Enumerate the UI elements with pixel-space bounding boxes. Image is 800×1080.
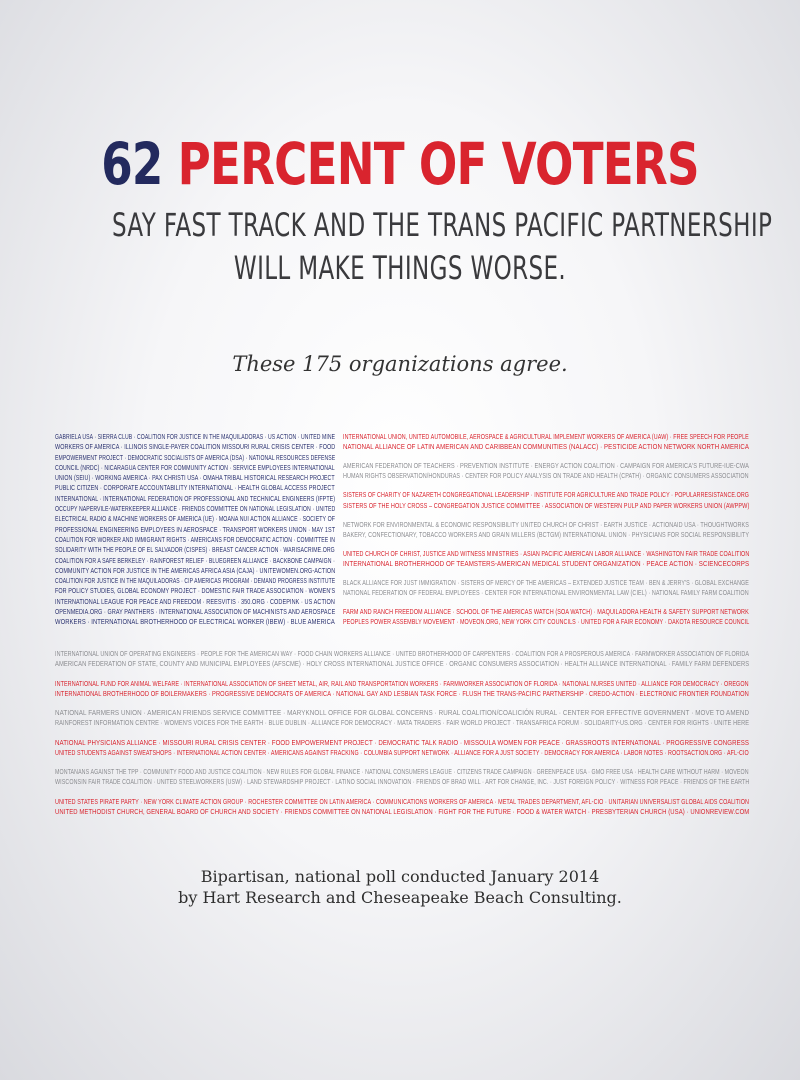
subhead-line-2: WILL MAKE THINGS WORSE.: [233, 249, 567, 287]
organization-line: OCCUPY NAPERVILE-WATERKEEPER ALLIANCE · FRIENDS COMMITTEE ON NATIONAL LEGISLATION · UNITED: [55, 504, 336, 514]
organization-line: SISTERS OF CHARITY OF NAZARETH CONGREGATIONAL LEADERSHIP · INSTITUTE FOR AGRICULTURE AND TRADE POLICY · POPULARRESISTANCE.ORG: [343, 490, 749, 500]
organization-line: BAKERY, CONFECTIONARY, TOBACCO WORKERS AND GRAIN MILLERS (BCTGM) INTERNATIONAL UNION · PHYSICIANS FOR SOCIAL RESPONSIBILITY: [343, 529, 750, 539]
organization-group: [343, 549, 749, 570]
organization-group: [55, 738, 749, 759]
organization-group: [55, 708, 749, 729]
organization-line: COMMUNITY ACTION FOR JUSTICE IN THE AMERICAS AFRICA ASIA (CAJA) · UNITEWOMEN.ORG-ACTION: [55, 565, 336, 575]
organization-line: PUBLIC CITIZEN · CORPORATE ACCOUNTABILITY INTERNATIONAL · HEALTH GLOBAL ACCESS PROJECT: [55, 483, 335, 493]
headline: [88, 128, 712, 200]
organization-line: NATIONAL FARMERS UNION · AMERICAN FRIENDS SERVICE COMMITTEE · MARYKNOLL OFFICE FOR GLOBAL CONCERNS · RURAL COALITION/COALICIÓN RURAL · CENTER FOR EFFECTIVE GOVERNMENT · MOVE TO AMEND: [55, 708, 750, 717]
organization-line: FOR POLICY STUDIES, GLOBAL ECONOMY PROJECT · DOMESTIC FAIR TRADE ASSOCIATION · WOMEN'S: [55, 586, 336, 596]
organization-line: INTERNATIONAL LEAGUE FOR PEACE AND FREEDOM · REESVITIS · 350.ORG · CODEPINK · US ACTION: [55, 596, 335, 606]
organization-line: COALITION FOR WORKER AND IMMIGRANT RIGHTS · AMERICANS FOR DEMOCRATIC ACTION · COMMITTEE IN: [55, 534, 336, 544]
organization-line: INTERNATIONAL BROTHERHOOD OF TEAMSTERS-AMERICAN MEDICAL STUDENT ORGANIZATION · PEACE ACTION · SCIENCECORPS: [343, 559, 750, 569]
organization-line: MONTANANS AGAINST THE TPP · COMMUNITY FOOD AND JUSTICE COALITION · NEW RULES FOR GLOBAL FINANCE · NATIONAL CONSUMERS LEAGUE · CITIZENS TRADE CAMPAIGN · GREENPEACE USA · GMO FREE USA · HEALTH CARE WITHOUT HARM · MOVEON: [55, 767, 749, 776]
organization-group: [55, 649, 749, 670]
organization-group: [343, 461, 749, 482]
organization-line: INTERNATIONAL UNION OF OPERATING ENGINEERS · PEOPLE FOR THE AMERICAN WAY · FOOD CHAIN WORKERS ALLIANCE · UNITED BROTHERHOOD OF CARPENTERS · COALITION FOR A PROSPEROUS AMERICA · FARMWORKER ASSOCIATION OF FLORIDA: [55, 649, 750, 658]
organization-line: NATIONAL PHYSICIANS ALLIANCE · MISSOURI RURAL CRISIS CENTER · FOOD EMPOWERMENT PROJECT · DEMOCRATIC TALK RADIO · MISSOULA WOMEN FOR PEACE · GRASSROOTS INTERNATIONAL · PROGRESSIVE CONGRESS: [55, 737, 750, 747]
organization-line: HUMAN RIGHTS OBSERVATION/HONDURAS · CENTER FOR POLICY ANALYSIS ON TRADE AND HEALTH (CPATH) · ORGANIC CONSUMERS ASSOCIATION: [343, 471, 749, 481]
organization-line: COALITION FOR A SAFE BERKELEY · RAINFOREST RELIEF · BLUEGREEN ALLIANCE · BACKBONE CAMPAIGN ·: [55, 555, 335, 565]
organization-group: [343, 520, 749, 541]
organization-line: EMPOWERMENT PROJECT · DEMOCRATIC SOCIALISTS OF AMERICA (DSA) · NATIONAL RESOURCES DEFENSE: [55, 452, 336, 462]
organization-line: PROFESSIONAL ENGINEERING EMPLOYEES IN AEROSPACE · TRANSPORT WORKERS UNION · MAY 1ST: [55, 524, 336, 534]
organization-group: [343, 432, 749, 453]
organization-line: INTERNATIONAL BROTHERHOOD OF BOILERMAKERS · PROGRESSIVE DEMOCRATS OF AMERICA · NATIONAL GAY AND LESBIAN TASK FORCE · FLUSH THE TRANS-PACIFIC PARTNERSHIP · CREDO-ACTION · ELECTRONIC FRONTIER FOUNDATION: [55, 688, 749, 698]
organization-line: NATIONAL ALLIANCE OF LATIN AMERICAN AND CARIBBEAN COMMUNITIES (NALACC) · PESTICIDE ACTION NETWORK NORTH AMERICA: [343, 442, 750, 452]
organization-line: UNITED STATES PIRATE PARTY · NEW YORK CLIMATE ACTION GROUP · ROCHESTER COMMITTEE ON LATIN AMERICA · COMMUNICATIONS WORKERS OF AMERICA · METAL TRADES DEPARTMENT, AFL-CIO · UNITARIAN UNIVERSALIST GLOBAL AIDS COALITION: [55, 796, 750, 806]
organization-line: COUNCIL (NRDC) · NICARAGUA CENTER FOR COMMUNITY ACTION · SERVICE EMPLOYEES INTERNATIONAL: [55, 462, 335, 472]
organization-line: INTERNATIONAL UNION, UNITED AUTOMOBILE, AEROSPACE & AGRICULTURAL IMPLEMENT WORKERS OF AMERICA (UAW) · FREE SPEECH FOR PEOPLE: [343, 432, 749, 441]
organization-group: [343, 607, 749, 628]
organization-group: [343, 578, 749, 599]
organization-line: FARM AND RANCH FREEDOM ALLIANCE · SCHOOL OF THE AMERICAS WATCH (SOA WATCH) · MAQUILADORA HEALTH & SAFETY SUPPORT NETWORK: [343, 607, 749, 617]
organization-line: WORKERS OF AMERICA · ILLINOIS SINGLE-PAYER COALITION MISSOURI RURAL CRISIS CENTER · FOOD: [55, 442, 336, 452]
headline-number: 62: [101, 130, 163, 198]
organization-line: WORKERS · INTERNATIONAL BROTHERHOOD OF ELECTRICAL WORKER (IBEW) · BLUE AMERICA: [55, 617, 335, 627]
headline-text: PERCENT OF VOTERS: [162, 130, 699, 198]
organization-line: RAINFOREST INFORMATION CENTRE · WOMEN'S VOICES FOR THE EARTH · BLUE DUBLIN · ALLIANCE FOR DEMOCRACY · MATA TRADERS · FAIR WORLD PROJECT · TRANSAFRICA FORUM · SOLIDARITY-US.ORG · CENTER FOR RIGHTS · UNITE HERE: [55, 718, 750, 728]
organization-line: BLACK ALLIANCE FOR JUST IMMIGRATION · SISTERS OF MERCY OF THE AMERICAS – EXTENDED JUSTICE TEAM · BEN & JERRY'S · GLOBAL EXCHANGE: [343, 578, 749, 587]
organization-group: [343, 490, 749, 511]
organization-line: COALITION FOR JUSTICE IN THE MAQUILADORAS · CIP AMERICAS PROGRAM · DEMAND PROGRESS INSTITUTE: [55, 576, 336, 586]
poll-source-note: [0, 866, 800, 908]
tagline: These 175 organizations agree.: [232, 352, 568, 376]
organization-line: UNION (SEIU) · WORKING AMERICA · PAX CHRISTI USA · OMAHA TRIBAL HISTORICAL RESEARCH PROJECT: [55, 473, 335, 483]
organization-line: UNITED METHODIST CHURCH, GENERAL BOARD OF CHURCH AND SOCIETY · FRIENDS COMMITTEE ON NATIONAL LEGISLATION · FIGHT FOR THE FUTURE · FOOD & WATER WATCH · PRESBYTERIAN CHURCH (USA) · UNIONREVIEW.COM: [55, 806, 750, 816]
organization-group: [55, 797, 749, 818]
organization-list-left: [55, 432, 335, 628]
organization-line: SISTERS OF THE HOLY CROSS – CONGREGATION JUSTICE COMMITTEE · ASSOCIATION OF WESTERN PULP AND PAPER WORKERS UNION (AWPPW): [343, 500, 750, 510]
organization-line: OPENMEDIA.ORG · GRAY PANTHERS · INTERNATIONAL ASSOCIATION OF MACHINISTS AND AEROSPACE: [55, 607, 336, 617]
organization-line: NETWORK FOR ENVIRONMENTAL & ECONOMIC RESPONSIBILITY UNITED CHURCH OF CHRIST · EARTH JUSTICE · ACTIONAID USA · THOUGHTWORKS: [343, 519, 749, 529]
organization-line: UNITED STUDENTS AGAINST SWEATSHOPS · INTERNATIONAL ACTION CENTER · AMERICANS AGAINST FRACKING · COLUMBIA SUPPORT NETWORK · ALLIANCE FOR A JUST SOCIETY · DEMOCRACY FOR AMERICA · LABOR NOTES · ROOTSACTION.ORG · AFL-CIO: [55, 747, 749, 757]
organization-line: SOLIDARITY WITH THE PEOPLE OF EL SALVADOR (CISPES) · BREAST CANCER ACTION · WARISACRIME.ORG: [55, 545, 335, 555]
organization-group: [55, 679, 749, 700]
organization-group: [55, 767, 749, 788]
organization-line: ELECTRICAL RADIO & MACHINE WORKERS OF AMERICA (UE) · MOANA NUI ACTION ALLIANCE · SOCIETY OF: [55, 514, 336, 524]
organization-line: AMERICAN FEDERATION OF TEACHERS · PREVENTION INSTITUTE · ENERGY ACTION COALITION · CAMPAIGN FOR AMERICA'S FUTURE-IUE-CWA: [343, 461, 750, 471]
organization-line: AMERICAN FEDERATION OF STATE, COUNTY AND MUNICIPAL EMPLOYEES (AFSCME) · HOLY CROSS INTERNATIONAL JUSTICE OFFICE · ORGANIC CONSUMERS ASSOCIATION · HEALTH ALLIANCE INTERNATIONAL · FAMILY FARM DEFENDERS: [55, 659, 750, 669]
organization-line: UNITED CHURCH OF CHRIST, JUSTICE AND WITNESS MINISTRIES · ASIAN PACIFIC AMERICAN LABOR ALLIANCE · WASHINGTON FAIR TRADE COALITION: [343, 548, 750, 558]
subhead-line-1: SAY FAST TRACK AND THE TRANS PACIFIC PARTNERSHIP: [112, 206, 773, 244]
poll-source-line-1: Bipartisan, national poll conducted January 2014: [200, 867, 600, 886]
organization-line: INTERNATIONAL FUND FOR ANIMAL WELFARE · INTERNATIONAL ASSOCIATION OF SHEET METAL, AIR, RAIL AND TRANSPORTATION WORKERS · FARMWORKER ASSOCIATION OF FLORIDA · NATIONAL NURSES UNITED · ALLIANCE FOR DEMOCRACY · OREGON: [55, 678, 749, 688]
organization-line: GABRIELA USA · SIERRA CLUB · COALITION FOR JUSTICE IN THE MAQUILADORAS · US ACTION · UNITED MINE: [55, 432, 336, 441]
organization-line: PEOPLES POWER ASSEMBLY MOVEMENT · MOVEON.ORG, NEW YORK CITY COUNCILS · UNITED FOR A FAIR ECONOMY · DAKOTA RESOURCE COUNCIL: [343, 617, 750, 627]
organization-line: WISCONSIN FAIR TRADE COALITION · UNITED STEELWORKERS (USW) · LAND STEWARDSHIP PROJECT · LATINO SOCIAL INNOVATION · FRIENDS OF BRAD WILL · ART FOR CHANGE, INC. · JUST FOREIGN POLICY · WITNESS FOR PEACE · FRIENDS OF THE EARTH: [55, 777, 750, 787]
organization-line: INTERNATIONAL · INTERNATIONAL FEDERATION OF PROFESSIONAL AND TECHNICAL ENGINEERS (IFPTE): [55, 493, 336, 503]
poll-source-line-2: by Hart Research and Cheseapeake Beach Consulting.: [178, 888, 622, 907]
organization-line: NATIONAL FEDERATION OF FEDERAL EMPLOYEES · CENTER FOR INTERNATIONAL ENVIRONMENTAL LAW (CIEL) · NATIONAL FAMILY FARM COALITION: [343, 588, 749, 598]
